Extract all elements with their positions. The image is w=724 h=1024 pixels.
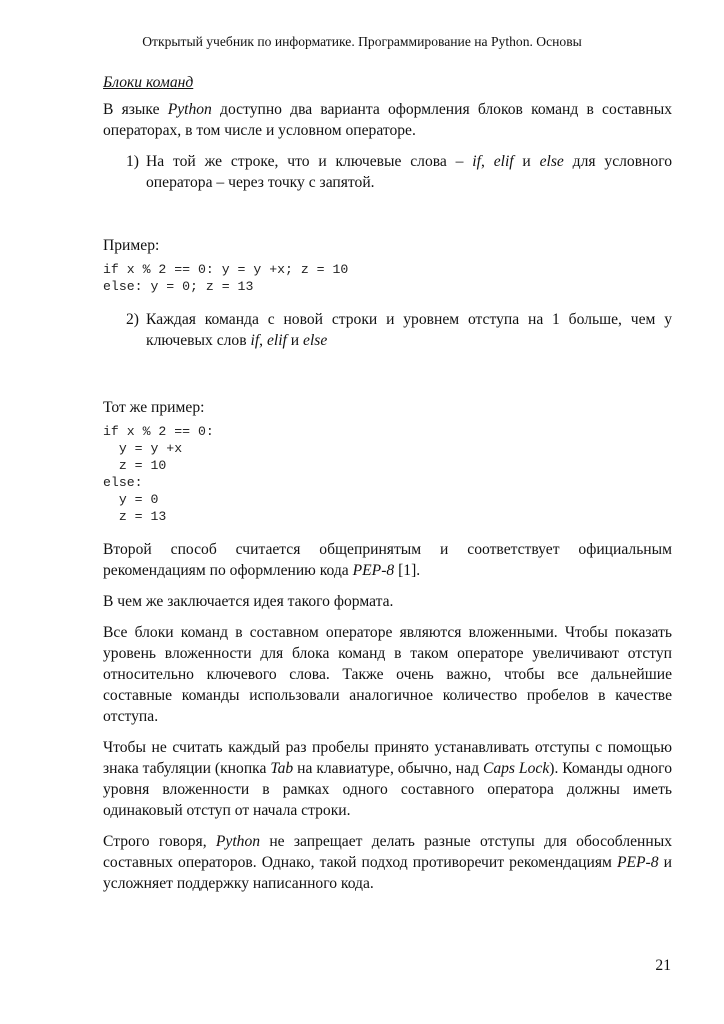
- page-content: [103, 72, 672, 904]
- paragraph-strictly: Строго говоря, Python не запрещает делать разные отступы для обособленных составных операторов. Однако, такой подход противоречит рекомендациям PEP-8 и усложняет поддержку написанного кода.: [103, 833, 673, 892]
- code-block: if x % 2 == 0: y = y +x z = 10 else: y = 0 z = 13: [103, 424, 214, 524]
- list-number: 1): [126, 153, 139, 170]
- paragraph-nesting: Все блоки команд в составном операторе являются вложенными. Чтобы показать уровень вложенности для блока команд в таком операторе увеличивают отступ относительно ключевого слова. Также очень важно, чтобы все дальнейшие составные команды использовали аналогичное количество пробелов в качестве отступа.: [103, 624, 672, 725]
- paragraph-tabs: Чтобы не считать каждый раз пробелы принято устанавливать отступы с помощью знака табуляции (кнопка Tab на клавиатуре, обычно, над Caps Lock). Команды одного уровня вложенности в рамках одного составного оператора должны иметь одинаковый отступ от начала строки.: [103, 739, 672, 819]
- paragraph-pep8: Второй способ считается общепринятым и соответствует официальным рекомендациям по оформлению кода PEP-8 [1].: [103, 541, 672, 579]
- intro-paragraph: В языке Python доступно два варианта оформления блоков команд в составных операторах, в том числе и условном операторе.: [103, 101, 672, 139]
- list-text: На той же строке, что и ключевые слова – if, elif и else для условного оператора – через точку с запятой.: [146, 153, 673, 191]
- section-title: Блоки команд: [103, 74, 194, 91]
- list-item-2: [103, 309, 672, 351]
- example-label: Тот же пример:: [103, 399, 205, 416]
- page-number: 21: [655, 957, 671, 974]
- list-item-1: [103, 151, 672, 193]
- list-text: Каждая команда с новой строки и уровнем отступа на 1 больше, чем у ключевых слов if, elif и else: [146, 311, 672, 349]
- example-label: Пример:: [103, 237, 160, 254]
- running-header: Открытый учебник по информатике. Программирование на Python. Основы: [142, 34, 582, 49]
- code-block: if x % 2 == 0: y = y +x; z = 10 else: y = 0; z = 13: [103, 262, 349, 294]
- list-number: 2): [126, 311, 139, 328]
- paragraph-idea: В чем же заключается идея такого формата.: [103, 593, 394, 610]
